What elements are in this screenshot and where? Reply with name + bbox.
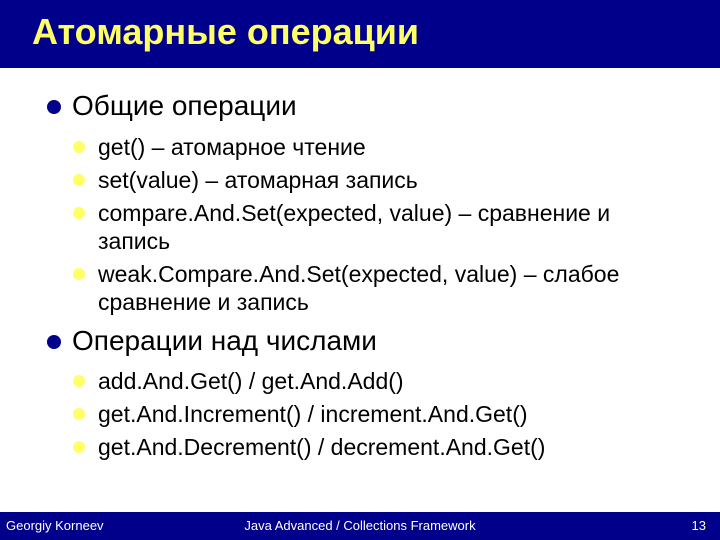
level2-bullet-icon bbox=[73, 207, 85, 219]
bullet-item: weak.Compare.And.Set(expected, value) – слабое bbox=[98, 261, 620, 287]
footer-page-number: 13 bbox=[691, 518, 706, 533]
bullet-item-continuation: запись bbox=[98, 228, 171, 254]
footer-author: Georgiy Korneev bbox=[6, 518, 104, 533]
footer-course: Java Advanced / Collections Framework bbox=[244, 518, 476, 533]
level1-bullet-icon bbox=[47, 335, 61, 349]
bullet-item: set(value) – атомарная запись bbox=[98, 167, 418, 193]
section-heading: Общие операции bbox=[72, 90, 297, 121]
level2-bullet-icon bbox=[73, 268, 85, 280]
level2-bullet-icon bbox=[73, 441, 85, 453]
slide-header bbox=[0, 0, 720, 68]
level1-bullet-icon bbox=[47, 100, 61, 114]
level2-bullet-icon bbox=[73, 141, 85, 153]
bullet-item-continuation: сравнение и запись bbox=[98, 289, 309, 315]
level2-bullet-icon bbox=[73, 375, 85, 387]
level2-bullet-icon bbox=[73, 408, 85, 420]
slide-footer bbox=[0, 512, 720, 540]
slide-title: Атомарные операции bbox=[32, 11, 420, 52]
bullet-item: get.And.Increment() / increment.And.Get() bbox=[98, 401, 528, 427]
bullet-item: get() – атомарное чтение bbox=[98, 134, 366, 160]
bullet-item: get.And.Decrement() / decrement.And.Get() bbox=[98, 434, 546, 460]
bullet-item: compare.And.Set(expected, value) – сравнение и bbox=[98, 200, 611, 226]
level2-bullet-icon bbox=[73, 174, 85, 186]
bullet-item: add.And.Get() / get.And.Add() bbox=[98, 368, 404, 394]
section-heading: Операции над числами bbox=[72, 325, 377, 356]
